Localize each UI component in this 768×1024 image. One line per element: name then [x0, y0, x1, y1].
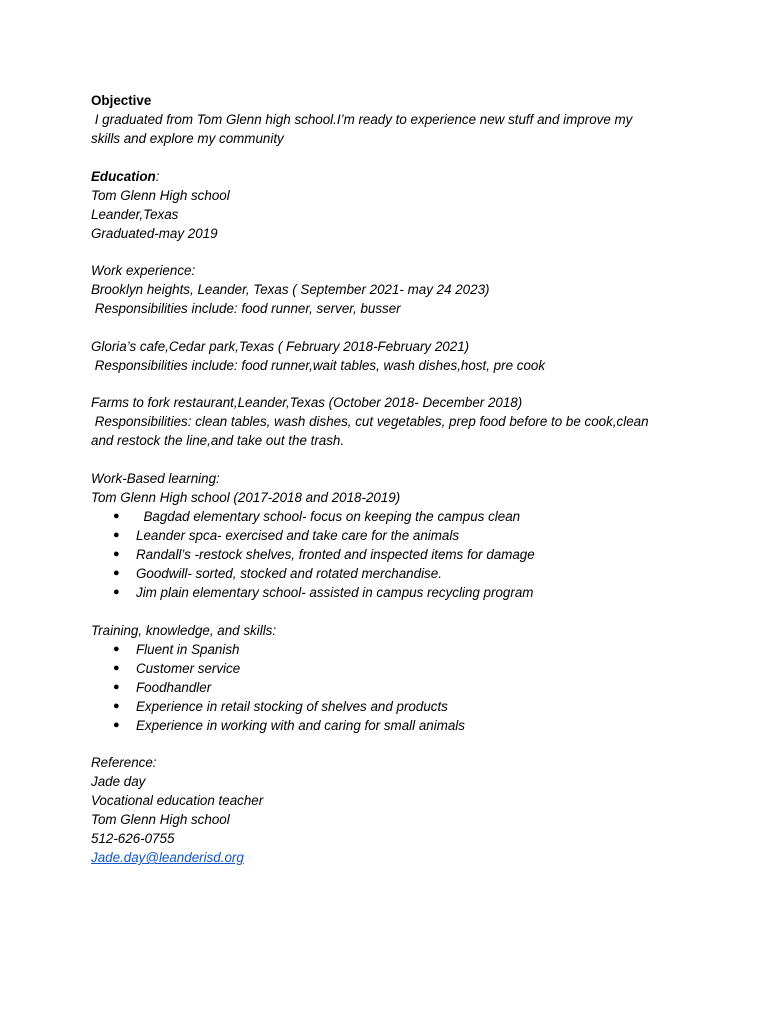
reference-phone: 512-626-0755 [91, 831, 175, 847]
bullet-icon: ● [113, 509, 120, 522]
reference-heading: Reference: [91, 755, 157, 771]
spacer [91, 602, 691, 621]
bullet-icon: ● [113, 547, 120, 560]
bullet-icon: ● [113, 642, 120, 655]
list-item-text: Fluent in Spanish [136, 641, 240, 657]
list-item-text: Customer service [136, 660, 241, 676]
job-responsibilities: Responsibilities include: food runner, server, busser [91, 301, 401, 317]
skills-heading: Training, knowledge, and skills: [91, 622, 277, 638]
bullet-icon: ● [113, 680, 120, 693]
bullet-icon: ● [113, 585, 120, 598]
reference-email-link[interactable]: Jade.day@leanderisd.org [91, 850, 244, 866]
spacer [91, 375, 691, 394]
list-item [91, 678, 691, 697]
list-item-text: Goodwill- sorted, stocked and rotated merchandise. [136, 565, 442, 581]
bullet-icon: ● [113, 661, 120, 674]
spacer [91, 148, 691, 167]
job-title: Brooklyn heights, Leander, Texas ( September 2021- may 24 2023) [91, 282, 490, 298]
bullet-icon: ● [113, 699, 120, 712]
spacer [91, 243, 691, 262]
list-item-text: Bagdad elementary school- focus on keeping the campus clean [136, 508, 521, 524]
resume-document [91, 91, 691, 867]
bullet-icon: ● [113, 718, 120, 731]
list-item [91, 507, 691, 526]
list-item-text: Jim plain elementary school- assisted in campus recycling program [136, 584, 534, 600]
education-school: Tom Glenn High school [91, 187, 230, 203]
list-item-text: Experience in retail stocking of shelves and products [136, 698, 448, 714]
objective-text-line-2: skills and explore my community [91, 131, 284, 146]
objective-heading: Objective [91, 93, 152, 108]
list-item-text: Experience in working with and caring for small animals [136, 717, 465, 733]
spacer [91, 735, 691, 754]
list-item-text: Randall’s -restock shelves, fronted and inspected items for damage [136, 546, 535, 562]
reference-title: Vocational education teacher [91, 793, 264, 809]
education-graduation: Graduated-may 2019 [91, 225, 218, 241]
education-heading: Education [91, 168, 156, 184]
work-based-learning-subheading: Tom Glenn High school (2017-2018 and 2018-2019) [91, 489, 401, 505]
education-location: Leander,Texas [91, 206, 179, 222]
education-heading-row [91, 167, 691, 186]
work-experience-heading: Work experience: [91, 263, 196, 279]
objective-text-line-1: I graduated from Tom Glenn high school.I’m ready to experience new stuff and improve my [91, 112, 633, 127]
list-item [91, 659, 691, 678]
spacer [91, 450, 691, 469]
list-item-text: Leander spca- exercised and take care for the animals [136, 527, 460, 543]
education-heading-colon: : [155, 168, 160, 184]
work-based-learning-heading: Work-Based learning: [91, 470, 220, 486]
bullet-icon: ● [113, 528, 120, 541]
list-item [91, 716, 691, 735]
bullet-icon: ● [113, 566, 120, 579]
job-title: Farms to fork restaurant,Leander,Texas (October 2018- December 2018) [91, 395, 523, 411]
job-responsibilities: Responsibilities: clean tables, wash dishes, cut vegetables, prep food before to be cook,clean [91, 414, 649, 430]
list-item [91, 697, 691, 716]
reference-name: Jade day [91, 774, 146, 790]
job-responsibilities: and restock the line,and take out the trash. [91, 433, 345, 449]
list-item [91, 545, 691, 564]
job-title: Gloria’s cafe,Cedar park,Texas ( February 2018-February 2021) [91, 338, 470, 354]
job-responsibilities: Responsibilities include: food runner,wait tables, wash dishes,host, pre cook [91, 357, 546, 373]
spacer [91, 318, 691, 337]
list-item [91, 564, 691, 583]
list-item [91, 583, 691, 602]
list-item [91, 526, 691, 545]
list-item-text: Foodhandler [136, 679, 212, 695]
reference-school: Tom Glenn High school [91, 812, 230, 828]
list-item [91, 640, 691, 659]
